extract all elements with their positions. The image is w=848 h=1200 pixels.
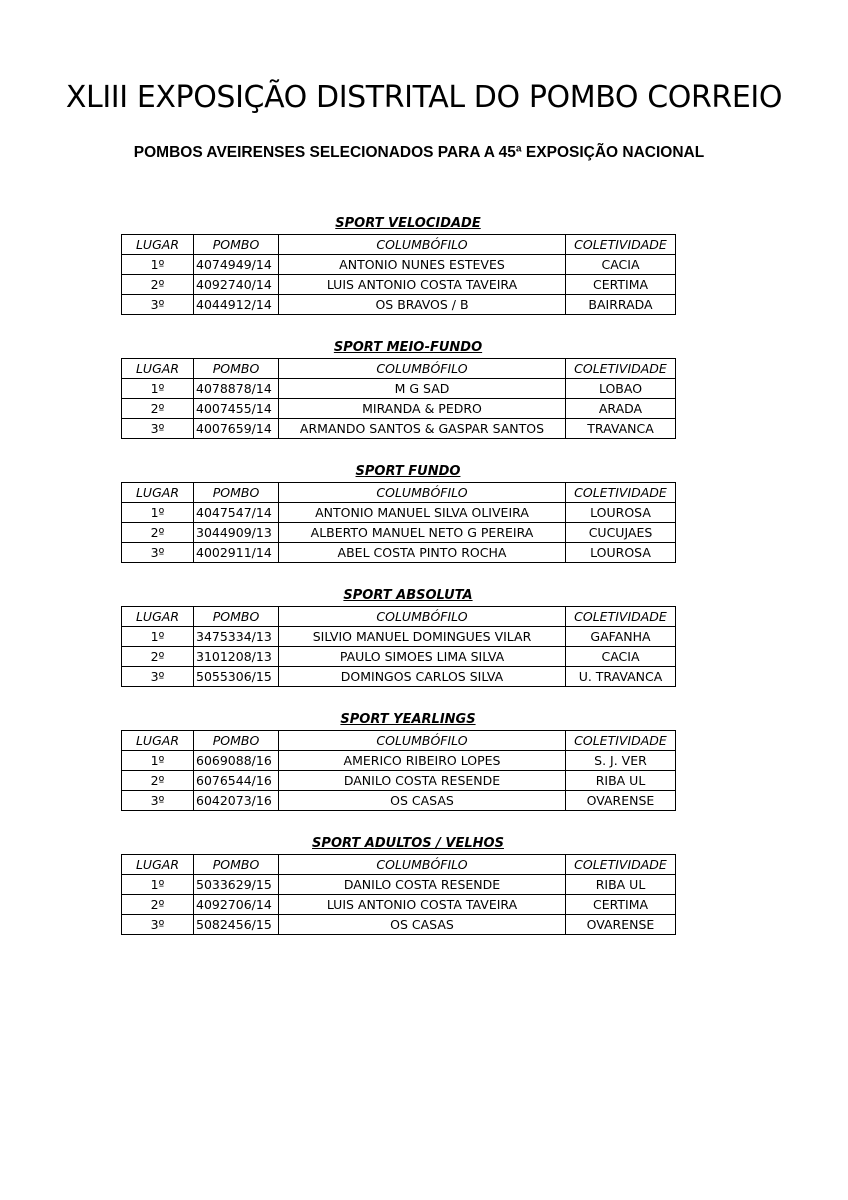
section-adultos-velhos [121, 834, 675, 935]
cell-lugar: 3º [122, 543, 194, 563]
cell-columbofilo: DANILO COSTA RESENDE [279, 875, 566, 895]
table-header-row [122, 731, 676, 751]
cell-lugar: 1º [122, 503, 194, 523]
cell-coletividade: S. J. VER [566, 751, 676, 771]
table-header-row [122, 359, 676, 379]
header-lugar: LUGAR [122, 607, 194, 627]
header-pombo: POMBO [194, 855, 279, 875]
cell-columbofilo: ANTONIO NUNES ESTEVES [279, 255, 566, 275]
header-columbofilo: COLUMBÓFILO [279, 731, 566, 751]
header-columbofilo: COLUMBÓFILO [279, 235, 566, 255]
cell-coletividade: RIBA UL [566, 875, 676, 895]
results-table [121, 606, 676, 687]
cell-coletividade: CERTIMA [566, 275, 676, 295]
cell-columbofilo: MIRANDA & PEDRO [279, 399, 566, 419]
section-absoluta [121, 586, 675, 687]
cell-pombo: 6042073/16 [194, 791, 279, 811]
cell-columbofilo: PAULO SIMOES LIMA SILVA [279, 647, 566, 667]
section-meio-fundo [121, 338, 675, 439]
table-row [122, 503, 676, 523]
cell-columbofilo: AMERICO RIBEIRO LOPES [279, 751, 566, 771]
table-row [122, 379, 676, 399]
table-row [122, 791, 676, 811]
table-header-row [122, 483, 676, 503]
cell-columbofilo: OS CASAS [279, 915, 566, 935]
results-table [121, 854, 676, 935]
cell-coletividade: LOUROSA [566, 543, 676, 563]
cell-lugar: 3º [122, 915, 194, 935]
cell-columbofilo: OS CASAS [279, 791, 566, 811]
section-title: SPORT ABSOLUTA [343, 588, 473, 603]
cell-columbofilo: ABEL COSTA PINTO ROCHA [279, 543, 566, 563]
table-header-row [122, 607, 676, 627]
header-lugar: LUGAR [122, 855, 194, 875]
page-title: XLIII EXPOSIÇÃO DISTRITAL DO POMBO CORREIO [65, 80, 783, 115]
section-title: SPORT VELOCIDADE [335, 216, 481, 231]
cell-coletividade: LOUROSA [566, 503, 676, 523]
cell-pombo: 4074949/14 [194, 255, 279, 275]
cell-pombo: 4007455/14 [194, 399, 279, 419]
section-yearlings [121, 710, 675, 811]
table-row [122, 627, 676, 647]
cell-pombo: 4047547/14 [194, 503, 279, 523]
cell-coletividade: LOBAO [566, 379, 676, 399]
cell-pombo: 3475334/13 [194, 627, 279, 647]
cell-pombo: 4002911/14 [194, 543, 279, 563]
table-header-row [122, 235, 676, 255]
cell-columbofilo: ANTONIO MANUEL SILVA OLIVEIRA [279, 503, 566, 523]
cell-pombo: 3044909/13 [194, 523, 279, 543]
cell-pombo: 4078878/14 [194, 379, 279, 399]
cell-lugar: 3º [122, 791, 194, 811]
header-coletividade: COLETIVIDADE [566, 855, 676, 875]
section-title: SPORT FUNDO [355, 464, 461, 479]
cell-columbofilo: DOMINGOS CARLOS SILVA [279, 667, 566, 687]
table-row [122, 875, 676, 895]
table-row [122, 647, 676, 667]
cell-coletividade: RIBA UL [566, 771, 676, 791]
cell-lugar: 2º [122, 895, 194, 915]
cell-lugar: 2º [122, 647, 194, 667]
header-coletividade: COLETIVIDADE [566, 359, 676, 379]
cell-coletividade: CACIA [566, 647, 676, 667]
cell-coletividade: OVARENSE [566, 791, 676, 811]
header-pombo: POMBO [194, 359, 279, 379]
section-title: SPORT MEIO-FUNDO [333, 340, 483, 355]
section-fundo [121, 462, 675, 563]
header-pombo: POMBO [194, 483, 279, 503]
table-row [122, 399, 676, 419]
cell-coletividade: CACIA [566, 255, 676, 275]
section-title: SPORT ADULTOS / VELHOS [312, 836, 504, 851]
cell-lugar: 3º [122, 295, 194, 315]
cell-pombo: 6076544/16 [194, 771, 279, 791]
header-columbofilo: COLUMBÓFILO [279, 855, 566, 875]
table-row [122, 543, 676, 563]
cell-lugar: 2º [122, 523, 194, 543]
cell-columbofilo: ARMANDO SANTOS & GASPAR SANTOS [279, 419, 566, 439]
cell-pombo: 5082456/15 [194, 915, 279, 935]
cell-lugar: 1º [122, 379, 194, 399]
header-coletividade: COLETIVIDADE [566, 483, 676, 503]
header-pombo: POMBO [194, 731, 279, 751]
header-pombo: POMBO [194, 235, 279, 255]
cell-coletividade: CUCUJAES [566, 523, 676, 543]
cell-coletividade: U. TRAVANCA [566, 667, 676, 687]
header-lugar: LUGAR [122, 359, 194, 379]
page-subtitle: POMBOS AVEIRENSES SELECIONADOS PARA A 45ª EXPOSIÇÃO NACIONAL [133, 144, 705, 161]
results-table [121, 234, 676, 315]
cell-lugar: 2º [122, 399, 194, 419]
table-row [122, 895, 676, 915]
cell-coletividade: OVARENSE [566, 915, 676, 935]
table-header-row [122, 855, 676, 875]
cell-lugar: 1º [122, 255, 194, 275]
cell-pombo: 4007659/14 [194, 419, 279, 439]
section-velocidade [121, 214, 675, 315]
cell-lugar: 2º [122, 771, 194, 791]
header-lugar: LUGAR [122, 731, 194, 751]
cell-columbofilo: LUIS ANTONIO COSTA TAVEIRA [279, 895, 566, 915]
cell-columbofilo: SILVIO MANUEL DOMINGUES VILAR [279, 627, 566, 647]
table-row [122, 771, 676, 791]
header-columbofilo: COLUMBÓFILO [279, 607, 566, 627]
cell-lugar: 3º [122, 667, 194, 687]
header-lugar: LUGAR [122, 235, 194, 255]
cell-lugar: 2º [122, 275, 194, 295]
header-lugar: LUGAR [122, 483, 194, 503]
cell-coletividade: CERTIMA [566, 895, 676, 915]
cell-columbofilo: M G SAD [279, 379, 566, 399]
cell-columbofilo: DANILO COSTA RESENDE [279, 771, 566, 791]
cell-lugar: 1º [122, 875, 194, 895]
results-table [121, 730, 676, 811]
cell-lugar: 1º [122, 751, 194, 771]
header-columbofilo: COLUMBÓFILO [279, 483, 566, 503]
section-title: SPORT YEARLINGS [340, 712, 476, 727]
table-row [122, 523, 676, 543]
cell-pombo: 5055306/15 [194, 667, 279, 687]
header-pombo: POMBO [194, 607, 279, 627]
cell-coletividade: BAIRRADA [566, 295, 676, 315]
table-row [122, 255, 676, 275]
cell-columbofilo: LUIS ANTONIO COSTA TAVEIRA [279, 275, 566, 295]
table-row [122, 275, 676, 295]
table-row [122, 667, 676, 687]
cell-pombo: 6069088/16 [194, 751, 279, 771]
cell-lugar: 3º [122, 419, 194, 439]
cell-columbofilo: OS BRAVOS / B [279, 295, 566, 315]
cell-coletividade: TRAVANCA [566, 419, 676, 439]
results-table [121, 482, 676, 563]
cell-pombo: 4092740/14 [194, 275, 279, 295]
table-row [122, 751, 676, 771]
cell-lugar: 1º [122, 627, 194, 647]
cell-pombo: 5033629/15 [194, 875, 279, 895]
cell-pombo: 4044912/14 [194, 295, 279, 315]
cell-columbofilo: ALBERTO MANUEL NETO G PEREIRA [279, 523, 566, 543]
results-table [121, 358, 676, 439]
cell-coletividade: GAFANHA [566, 627, 676, 647]
cell-pombo: 3101208/13 [194, 647, 279, 667]
header-coletividade: COLETIVIDADE [566, 235, 676, 255]
cell-pombo: 4092706/14 [194, 895, 279, 915]
cell-coletividade: ARADA [566, 399, 676, 419]
table-row [122, 295, 676, 315]
table-row [122, 915, 676, 935]
header-columbofilo: COLUMBÓFILO [279, 359, 566, 379]
header-coletividade: COLETIVIDADE [566, 607, 676, 627]
header-coletividade: COLETIVIDADE [566, 731, 676, 751]
table-row [122, 419, 676, 439]
